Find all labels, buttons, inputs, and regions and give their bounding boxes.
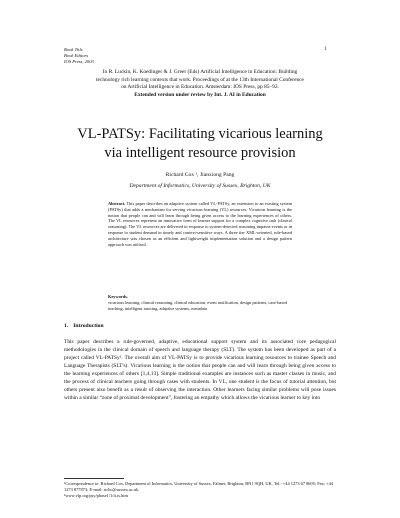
title-line-1: VL-PATSy: Facilitating vicarious learning bbox=[77, 126, 323, 142]
citation-line-1: In R. Luckin, K. Koedinger & J. Greer (Eds) Artificial Intelligence in Education: Building bbox=[102, 69, 298, 75]
paper-title bbox=[60, 125, 340, 162]
section-number: 1. bbox=[64, 323, 69, 329]
keywords bbox=[108, 294, 292, 311]
section-heading bbox=[64, 323, 104, 329]
abstract bbox=[108, 201, 292, 247]
footnote-1: ¹Correspondence to: Richard Cox, Department of Informatics, University of Sussex, Falmer, Brighton, BN1 9QH, UK. Tel.: +44 1273 67 8605; Fax: +44 1273 877873; E-mail: richc@sussex.ac.uk bbox=[64, 481, 333, 492]
keywords-text: vicarious learning, clinical reasoning, clinical education, event notification, design patterns, case-based teaching, intelligent tutoring, adaptive systems, metadata bbox=[108, 299, 288, 311]
keywords-label: Keywords. bbox=[108, 294, 128, 299]
body-paragraph: This paper describes a rule-governed, adaptive, educational support system and its associated core pedagogical methodologies in the clinical domain of speech and language therapy (SLT). The system has been developed as part of a project called VL-PATSy². The overall aim of VL-PATSy is to provide vicarious learning resources to trainee Speech and Language Therapists (SLT's). Vicarious learning is the notion that people can and will learn through being given access to the learning experiences of others [1,4,13]. Simple traditional examples are instances such as master classes in music, and the process of clinical teachers going through cases with students. In VL, one student is the focus of tutorial attention, but others present also benefit as a result of observing the interaction. Other learners facing similar problems will pose issues within a similar “zone of proximal development”, fostering an empathy which allows the vicarious learner to key into bbox=[64, 339, 336, 402]
citation-line-2: technology rich learning contexts that work. Proceedings of at the 13th International Conference bbox=[96, 76, 304, 83]
title-line-2: via intelligent resource provision bbox=[104, 144, 296, 161]
citation-line-3: on Artificial Intelligence in Education. Amsterdam: IOS Press, pp 85–92. bbox=[121, 84, 279, 91]
citation-block bbox=[64, 69, 336, 99]
footnote-2: ²www.vlp.org/psy/phase1/1/it.is.htm bbox=[64, 492, 128, 498]
citation-line-4: Extended version under review by Int. J. AI in Education bbox=[134, 91, 266, 98]
footnotes bbox=[64, 481, 336, 498]
running-head bbox=[64, 47, 94, 66]
book-editors: Book Editors bbox=[64, 53, 89, 59]
page-number: 1 bbox=[324, 47, 327, 52]
publisher-line: IOS Press, 2003 bbox=[64, 59, 94, 65]
abstract-text: This paper describes an adaptive system called VL-PATSy, an extension to an existing system (PATSy) that adds a mechanism for serving vicarious learning (VL) resources. Vicarious learning is the notion that people can and will learn through being given access to the learning experiences of others. The VL resources represent an innovative form of learner support for a complex cognitive task (clinical reasoning). The VL resources are delivered in response to system-detected reasoning impasse events or in response to student demand in timely and context-sensitive ways. A three tier XML-oriented, rule-based architecture was chosen as an efficient and lightweight implementation solution and a design pattern approach was utilised. bbox=[108, 201, 292, 247]
footnote-divider bbox=[64, 478, 124, 479]
authors: Richard Cox ¹, Jianxiong Pang bbox=[165, 172, 235, 178]
section-title: Introduction bbox=[73, 323, 104, 329]
book-title: Book Title bbox=[64, 47, 83, 52]
affiliation: Department of Informatics, University of Sussex, Brighton, UK bbox=[129, 183, 271, 189]
abstract-label: Abstract. bbox=[108, 201, 126, 206]
